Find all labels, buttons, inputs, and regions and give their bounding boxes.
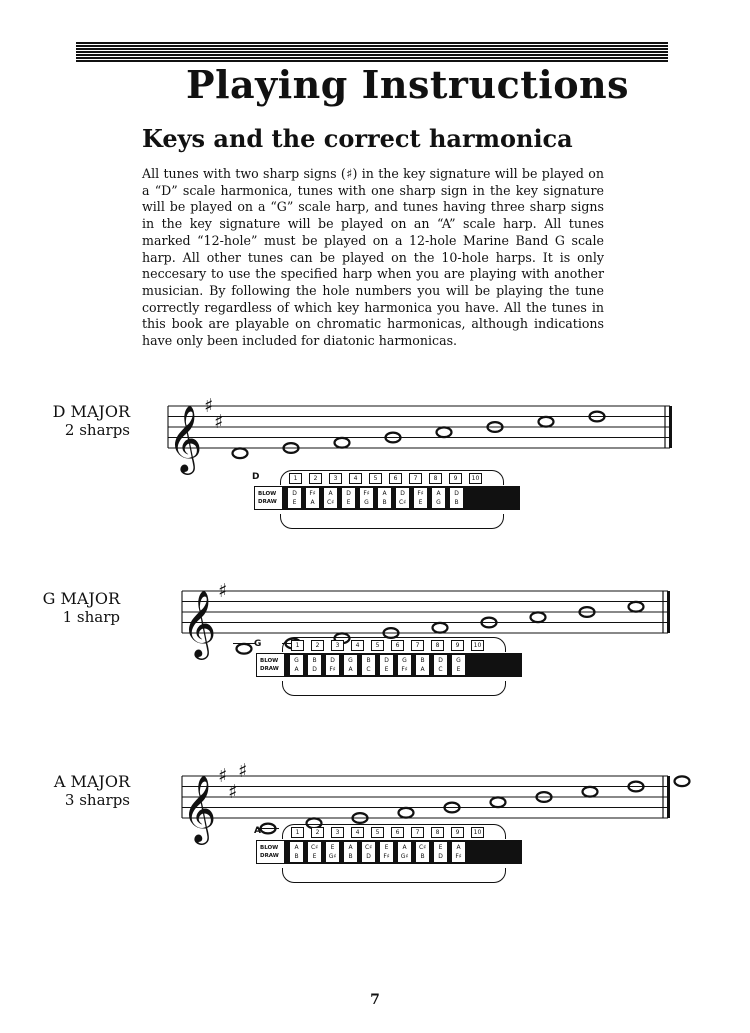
- harmonica-hole: [452, 842, 465, 862]
- blow-note: D: [292, 490, 297, 497]
- draw-note: A: [310, 499, 315, 506]
- treble-clef-icon: 𝄞: [182, 589, 217, 657]
- hole-number: 4: [349, 473, 362, 484]
- harmonica-hole: [380, 842, 393, 862]
- blow-note: G: [294, 657, 299, 664]
- blow-note: G: [348, 657, 353, 664]
- whole-note: [491, 797, 506, 807]
- draw-note: E: [312, 853, 317, 860]
- draw-note: C: [438, 666, 443, 673]
- hole-number: 8: [431, 640, 444, 651]
- hole-number: 8: [429, 473, 442, 484]
- draw-note: G♯: [328, 853, 337, 860]
- hole-row: [288, 488, 463, 508]
- hole-number: 6: [391, 640, 404, 651]
- blow-note: F♯: [417, 490, 424, 497]
- hole-number: 2: [311, 640, 324, 651]
- draw-note: G: [364, 499, 369, 506]
- treble-clef-icon: 𝄞: [168, 404, 203, 472]
- scale-sharps: 2 sharps: [64, 421, 130, 439]
- hole-number: 7: [411, 640, 424, 651]
- blow-note: E: [384, 844, 389, 851]
- whole-note: [539, 417, 554, 427]
- whole-note: [237, 644, 252, 654]
- harmonica-hole: [344, 655, 357, 675]
- blow-note: D: [346, 490, 351, 497]
- harmonica-hole: [414, 488, 427, 508]
- blow-note: A: [456, 844, 461, 851]
- draw-note: F♯: [455, 853, 462, 860]
- sharp-sign-icon: ♯: [218, 580, 228, 602]
- sharp-sign-icon: ♯: [214, 410, 224, 433]
- draw-note: B: [348, 853, 353, 860]
- harmonica-hole: [398, 842, 411, 862]
- draw-note: E: [418, 499, 423, 506]
- harmonica-cover-bottom: [282, 868, 506, 883]
- draw-note: B: [420, 853, 425, 860]
- harmonica-hole: [324, 488, 337, 508]
- harmonica-hole: [360, 488, 373, 508]
- hole-number: 10: [469, 473, 482, 484]
- draw-note: E: [346, 499, 351, 506]
- draw-note: D: [312, 666, 317, 673]
- blow-note: G: [456, 657, 461, 664]
- harmonica-hole: [342, 488, 355, 508]
- blow-draw-label: [257, 841, 284, 863]
- section-heading: Keys and the correct harmonica: [142, 124, 573, 153]
- sharp-sign-icon: ♯: [204, 395, 214, 417]
- hole-number: 10: [471, 640, 484, 651]
- whole-note: [433, 623, 448, 633]
- harmonica-hole: [362, 655, 375, 675]
- draw-note: F♯: [329, 666, 336, 673]
- blow-note: E: [330, 844, 335, 851]
- whole-note: [335, 438, 350, 448]
- blow-label: BLOW: [260, 658, 279, 664]
- whole-note: [629, 602, 644, 612]
- hole-number: 9: [449, 473, 462, 484]
- staff-d-major-final-barline: [669, 406, 672, 448]
- instructions-paragraph: All tunes with two sharp signs (♯) in the key signature will be played on a “D” scale harmonica, tunes with one sharp sign in the key signature will be played on a “G” scale harp, and tunes having three sharp signs in the key signature will be played on an “A” scale harp. All tunes marked “12-hole” must be played on a 12-hole Marine Band G scale harp. All other tunes can be played on the 10-hole harps. It is only neccesary to use the specified harp when you are playing with another musician. By following the hole numbers you will be playing the tune correctly regardless of which key harmonica you have. All the tunes in this book are playable on chromatic harmonicas, although indications have only been included for diatonic harmonicas.: [142, 166, 604, 349]
- blow-note: A: [348, 844, 353, 851]
- harmonica-cover-bottom: [282, 681, 506, 696]
- blow-label: BLOW: [260, 845, 279, 851]
- blow-note: A: [382, 490, 387, 497]
- harmonica-key-letter: G: [254, 639, 262, 649]
- header-rule: [76, 42, 668, 62]
- draw-note: G: [436, 499, 441, 506]
- blow-note: C♯: [364, 844, 373, 851]
- whole-note: [233, 448, 248, 458]
- blow-label: BLOW: [258, 491, 277, 497]
- harmonica-hole: [378, 488, 391, 508]
- scale-key: D MAJOR: [52, 402, 130, 421]
- blow-note: B: [366, 657, 371, 664]
- hole-number: 3: [331, 640, 344, 651]
- harmonica-hole: [396, 488, 409, 508]
- harmonica-diagram-g: [256, 637, 522, 699]
- blow-note: D: [454, 490, 459, 497]
- hole-number: 10: [471, 827, 484, 838]
- harmonica-hole: [362, 842, 375, 862]
- blow-note: C♯: [310, 844, 319, 851]
- draw-note: A: [348, 666, 353, 673]
- blow-note: A: [294, 844, 299, 851]
- draw-note: C♯: [398, 499, 407, 506]
- draw-note: B: [382, 499, 387, 506]
- hole-number: 7: [409, 473, 422, 484]
- harmonica-hole: [434, 655, 447, 675]
- hole-number-row: [291, 827, 484, 838]
- hole-number: 4: [351, 827, 364, 838]
- page-title: Playing Instructions: [186, 62, 630, 107]
- draw-note: C: [366, 666, 371, 673]
- hole-row: [290, 655, 465, 675]
- blow-note: A: [402, 844, 407, 851]
- harmonica-hole: [344, 842, 357, 862]
- hole-number: 5: [369, 473, 382, 484]
- draw-note: C♯: [326, 499, 335, 506]
- blow-note: F♯: [309, 490, 316, 497]
- harmonica-cover-bottom: [280, 514, 504, 529]
- hole-number: 9: [451, 640, 464, 651]
- blow-note: D: [438, 657, 443, 664]
- harmonica-hole: [290, 842, 303, 862]
- hole-number-row: [291, 640, 484, 651]
- hole-number: 8: [431, 827, 444, 838]
- harmonica-diagram-a: [256, 824, 522, 886]
- hole-number: 4: [351, 640, 364, 651]
- sharp-sign-icon: ♯: [218, 765, 228, 787]
- scale-sharps: 1 sharp: [62, 608, 120, 626]
- blow-note: B: [312, 657, 317, 664]
- hole-row: [290, 842, 465, 862]
- harmonica-hole: [308, 655, 321, 675]
- harmonica-diagram-d: [254, 470, 520, 532]
- hole-number: 3: [331, 827, 344, 838]
- draw-note: E: [384, 666, 389, 673]
- blow-note: A: [436, 490, 441, 497]
- scale-sharps: 3 sharps: [64, 791, 130, 809]
- draw-note: E: [292, 499, 297, 506]
- whole-note: [399, 808, 414, 818]
- hole-number: 6: [389, 473, 402, 484]
- treble-clef-icon: 𝄞: [182, 774, 217, 842]
- draw-note: D: [438, 853, 443, 860]
- hole-number: 1: [289, 473, 302, 484]
- draw-note: A: [420, 666, 425, 673]
- page-number: 7: [370, 992, 380, 1008]
- blow-note: A: [328, 490, 333, 497]
- blow-draw-label: [257, 654, 284, 676]
- whole-note: [675, 776, 690, 786]
- hole-number: 9: [451, 827, 464, 838]
- hole-number: 5: [371, 827, 384, 838]
- draw-note: E: [456, 666, 461, 673]
- harmonica-hole: [288, 488, 301, 508]
- scale-label-d: [20, 402, 130, 439]
- whole-note: [583, 787, 598, 797]
- harmonica-hole: [326, 655, 339, 675]
- sharp-sign-icon: ♯: [228, 780, 238, 803]
- draw-label: DRAW: [258, 499, 277, 505]
- draw-note: F♯: [383, 853, 390, 860]
- staff-d-major: [160, 380, 686, 472]
- blow-note: D: [384, 657, 389, 664]
- hole-number: 2: [311, 827, 324, 838]
- staff-a-major-final-barline: [667, 776, 670, 818]
- harmonica-hole: [452, 655, 465, 675]
- blow-note: C♯: [418, 844, 427, 851]
- hole-number: 2: [309, 473, 322, 484]
- draw-note: A: [294, 666, 299, 673]
- draw-note: G♯: [400, 853, 409, 860]
- blow-note: D: [330, 657, 335, 664]
- hole-number: 1: [291, 827, 304, 838]
- harmonica-hole: [416, 842, 429, 862]
- blow-note: D: [400, 490, 405, 497]
- blow-note: F♯: [363, 490, 370, 497]
- hole-number: 3: [329, 473, 342, 484]
- harmonica-hole: [290, 655, 303, 675]
- scale-key: G MAJOR: [42, 589, 120, 608]
- draw-note: B: [294, 853, 299, 860]
- whole-note: [437, 427, 452, 437]
- draw-note: D: [366, 853, 371, 860]
- harmonica-key-letter: A: [254, 826, 261, 836]
- harmonica-hole: [306, 488, 319, 508]
- blow-note: B: [420, 657, 425, 664]
- harmonica-hole: [380, 655, 393, 675]
- harmonica-hole: [326, 842, 339, 862]
- harmonica-hole: [434, 842, 447, 862]
- draw-label: DRAW: [260, 853, 279, 859]
- harmonica-hole: [416, 655, 429, 675]
- draw-note: F♯: [401, 666, 408, 673]
- hole-number: 7: [411, 827, 424, 838]
- staff-g-major-final-barline: [667, 591, 670, 633]
- whole-note: [531, 612, 546, 622]
- blow-note: G: [402, 657, 407, 664]
- hole-number: 1: [291, 640, 304, 651]
- scale-label-g: [10, 589, 120, 626]
- harmonica-hole: [308, 842, 321, 862]
- blow-draw-label: [255, 487, 282, 509]
- blow-note: E: [438, 844, 443, 851]
- scale-key: A MAJOR: [53, 772, 130, 791]
- harmonica-hole: [450, 488, 463, 508]
- scale-label-a: [20, 772, 130, 809]
- harmonica-hole: [432, 488, 445, 508]
- harmonica-key-letter: D: [252, 472, 260, 482]
- hole-number-row: [289, 473, 482, 484]
- sharp-sign-icon: ♯: [238, 759, 248, 782]
- draw-note: B: [454, 499, 459, 506]
- hole-number: 6: [391, 827, 404, 838]
- draw-label: DRAW: [260, 666, 279, 672]
- hole-number: 5: [371, 640, 384, 651]
- harmonica-hole: [398, 655, 411, 675]
